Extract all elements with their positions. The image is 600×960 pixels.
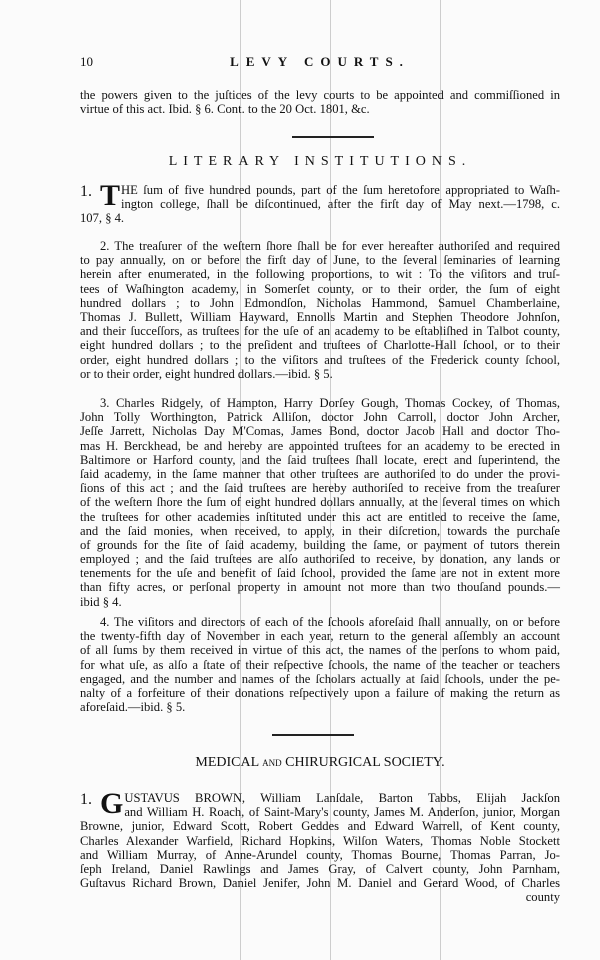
catchword: county [525, 890, 560, 905]
line-text: 107, § 4. [80, 211, 125, 226]
paragraph-1 [80, 179, 560, 226]
text-line [80, 410, 560, 424]
text-line [80, 686, 560, 700]
line-text: ſaid academy, in the ſame manner that other truſtees are authoriſed to do under the provi- [80, 466, 560, 481]
section-heading-literary: LITERARY INSTITUTIONS. [168, 154, 472, 169]
line-text: eight hundred dollars ; to the preſident and truſtees of Charlotte-Hall ſchool, or to their [80, 338, 560, 353]
text-line [80, 467, 560, 481]
line-text: ſeph Ireland, Daniel Rawlings and James Gray, of Calvert county, John Parnham, [80, 861, 560, 876]
heading-part: MEDICAL [195, 755, 259, 770]
line-text: the truſtees for other academies inſtituted under this act are entitled to receive the ſame, [80, 509, 560, 524]
text-line [80, 538, 560, 552]
text-line [80, 580, 560, 594]
line-text: tenements for the uſe and benefit of ſaid ſchool, provided the ſame are not in extent more [80, 566, 560, 581]
paragraph-number: 1. [80, 183, 92, 200]
line-text: 4. The viſitors and directors of each of the ſchools aforeſaid ſhall annually, on or before [100, 615, 560, 629]
line-text: engaged, and the number and names of the ſcholars actually at ſaid ſchools, under the pe- [80, 671, 560, 686]
line-text: Charles Alexander Warfield, Richard Hopkins, Wilſon Waters, Thomas Noble Stockett [80, 833, 560, 848]
drop-cap: G [100, 787, 124, 820]
text-line [80, 197, 560, 211]
line-text: John Tolly Worthington, Patrick Alliſon, doctor John Carroll, doctor John Archer, [80, 410, 560, 425]
text-line [80, 310, 560, 324]
line-text: ington college, ſhall be diſcontinued, after the firſt day of May next.—1798, c. [121, 197, 560, 212]
text-line [80, 524, 560, 538]
line-text: of grounds for the ſite of ſaid academy, building the ſame, or payment of tutors therein [80, 537, 560, 552]
text-line [80, 439, 560, 453]
line-text: of all ſums by them received in virtue of this act, the names of the perſons to whom paid, [80, 643, 560, 658]
section-divider [292, 136, 374, 138]
text-line [80, 396, 560, 410]
line-text: Thomas J. Bullett, William Hayward, Ennolls Martin and Stephen Theodore Johnſon, [80, 309, 560, 324]
text-line [80, 239, 560, 253]
line-text: hundred dollars ; to John Edmondſon, Nicholas Hammond, Samuel Chamberlaine, [80, 295, 560, 310]
line-text: USTAVUS BROWN, William Lanſdale, Barton Tabbs, Elijah Jackſon [124, 791, 560, 805]
text-line [80, 211, 560, 225]
line-text: order, eight hundred dollars ; to the viſitors and truſtees of the Frederick county ſchool, [80, 352, 560, 367]
text-line [80, 643, 560, 657]
text-line [80, 183, 560, 197]
paragraph-number: 1. [80, 791, 92, 808]
text-line [80, 353, 560, 367]
line-text: virtue of this act. Ibid. § 6. Cont. to the 20 Oct. 1801, &c. [80, 102, 370, 117]
text-line [80, 324, 560, 338]
line-text: than fifty acres, or perſonal property in amount not more than two thouſand pounds.— [80, 580, 560, 595]
text-line [80, 495, 560, 509]
line-text: aforeſaid.—ibid. § 5. [80, 700, 186, 715]
text-line [80, 88, 560, 102]
text-line [80, 338, 560, 352]
line-text: employed ; and the ſaid truſtees are alſo authoriſed to receive, by donation, any lands or [80, 552, 560, 567]
text-line [80, 481, 560, 495]
text-line [80, 848, 560, 862]
line-text: Jeſſe Jarrett, Nicholas Day M'Comas, James Bond, doctor Jacob Hall and doctor Tho- [80, 424, 560, 439]
running-title: LEVY COURTS. [230, 54, 410, 69]
section-heading-medical [80, 755, 560, 771]
line-text: Guſtavus Richard Brown, Daniel Jenifer, John M. Daniel and Gerard Wood, of Charles [80, 876, 560, 891]
line-text: HE ſum of five hundred pounds, part of the ſum heretofore appropriated to Waſh- [121, 183, 560, 197]
heading-part: CHIRURGICAL SOCIETY. [285, 755, 445, 770]
text-line [80, 453, 560, 467]
text-line [80, 510, 560, 524]
text-line [80, 805, 560, 819]
running-header [80, 54, 560, 70]
line-text: to pay annually, on or before the firſt day of June, to the ſeveral ſeminaries of learning [80, 253, 560, 268]
line-text: Browne, junior, Edward Scott, Robert Geddes and Edward Warrell, of Kent county, [80, 819, 560, 834]
line-text: and the ſaid monies, when received, to apply, in their diſcretion, towards the purchaſe [80, 523, 560, 538]
text-line [80, 424, 560, 438]
text-line [80, 615, 560, 629]
line-text: and William H. Roach, of Saint-Mary's county, James M. Anderſon, junior, Morgan [124, 805, 560, 820]
line-text: for what uſe, as alſo a ſtate of their reſpective ſchools, the name of the teacher or teachers [80, 657, 560, 672]
text-line [80, 629, 560, 643]
text-line [80, 862, 560, 876]
line-text: or to their order, eight hundred dollars.—ibid. § 5. [80, 366, 333, 381]
line-text: mas H. Berckhead, be and hereby are appointed truſtees for an academy to be erected in [80, 438, 560, 453]
line-text: 2. The treaſurer of the weſtern ſhore ſhall be for ever hereafter authoriſed and required [100, 239, 560, 253]
text-line [80, 253, 560, 267]
line-text: ibid § 4. [80, 594, 122, 609]
line-text: the twenty-fifth day of November in each year, return to the general aſſembly an account [80, 629, 560, 644]
drop-cap: T [100, 179, 121, 212]
line-text: of the weſtern ſhore the ſum of eight hundred dollars annually, at the ſeveral times on which [80, 495, 560, 510]
text-line [80, 296, 560, 310]
text-line [80, 552, 560, 566]
medical-paragraph-1 [80, 787, 560, 905]
text-line [80, 819, 560, 833]
text-line [80, 267, 560, 281]
text-line [80, 566, 560, 580]
page-number: 10 [80, 54, 93, 69]
text-line [80, 658, 560, 672]
intro-paragraph [80, 88, 560, 116]
text-line [80, 834, 560, 848]
line-text: Baltimore or Harford county, and the ſaid truſtees ſhall locate, erect and ſuperintend, the [80, 452, 560, 467]
paragraph-2 [80, 239, 560, 381]
heading-part: AND [262, 758, 282, 768]
line-text: tees of Waſhington academy, in Somerſet county, or to their order, the ſum of eight [80, 281, 560, 296]
line-text: the powers given to the juſtices of the levy courts to be appointed and commiſſioned in [80, 88, 560, 102]
text-line [80, 282, 560, 296]
line-text: nalty of a forfeiture of their donations reſpectively upon a failure of making the return as [80, 685, 560, 700]
line-text: herein after enumerated, in the following proportions, to wit : To the viſitors and truſ- [80, 267, 560, 282]
line-text: 3. Charles Ridgely, of Hampton, Harry Dorſey Gough, Thomas Cockey, of Thomas, [100, 396, 560, 410]
section-divider [272, 734, 354, 736]
text-line [80, 367, 560, 381]
paragraph-3 [80, 396, 560, 609]
line-text: and William Murray, of Anne-Arundel county, Thomas Bourne, Thomas Parran, Jo- [80, 847, 560, 862]
text-line [80, 595, 560, 609]
line-text: and their ſucceſſors, as truſtees for the uſe of an academy to be eſtabliſhed in Talbot county, [80, 324, 560, 339]
text-line [80, 700, 560, 714]
paragraph-4 [80, 615, 560, 714]
line-text: ſions of this act ; and the ſaid truſtees are hereby authoriſed to receive from the treaſurer [80, 481, 560, 496]
text-line [80, 791, 560, 805]
text-line [80, 876, 560, 890]
text-line [80, 102, 560, 116]
text-line [80, 672, 560, 686]
